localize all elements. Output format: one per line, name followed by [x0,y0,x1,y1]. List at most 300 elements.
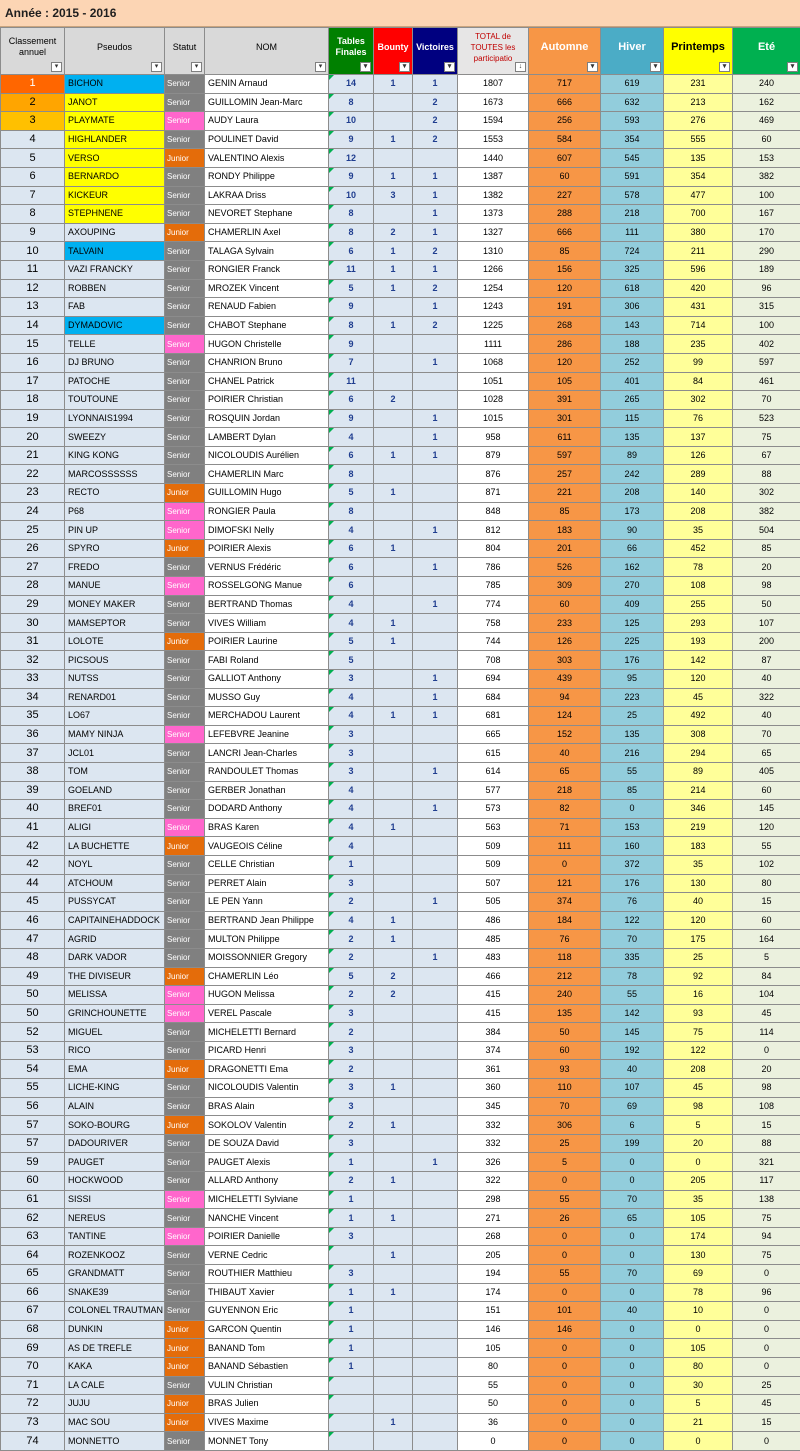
cell-pseudo[interactable]: RECTO [65,484,165,503]
cell-hiver[interactable]: 135 [601,725,664,744]
cell-automne[interactable]: 257 [529,465,601,484]
cell-automne[interactable]: 110 [529,1079,601,1098]
table-row[interactable] [1,1004,800,1023]
cell-bounty[interactable] [374,521,413,540]
cell-tables[interactable]: 4 [329,911,374,930]
table-row[interactable] [1,521,800,540]
cell-bounty[interactable]: 1 [374,707,413,726]
cell-tables[interactable]: 3 [329,1134,374,1153]
cell-rank[interactable]: 5 [1,149,65,168]
filter-dropdown-icon[interactable]: ▾ [399,62,410,72]
cell-victoires[interactable] [413,577,458,596]
cell-bounty[interactable] [374,409,413,428]
filter-dropdown-icon[interactable]: ▾ [191,62,202,72]
cell-automne[interactable]: 60 [529,1041,601,1060]
cell-rank[interactable]: 16 [1,353,65,372]
status-badge[interactable]: Senior [165,1190,205,1209]
cell-bounty[interactable] [374,1227,413,1246]
cell-total[interactable]: 1254 [458,279,529,298]
cell-rank[interactable]: 46 [1,911,65,930]
cell-hiver[interactable]: 0 [601,1413,664,1432]
cell-printemps[interactable]: 35 [664,1190,733,1209]
cell-victoires[interactable]: 1 [413,595,458,614]
cell-hiver[interactable]: 90 [601,521,664,540]
table-row[interactable] [1,558,800,577]
cell-hiver[interactable]: 40 [601,1302,664,1321]
cell-hiver[interactable]: 401 [601,372,664,391]
table-row[interactable] [1,1209,800,1228]
cell-bounty[interactable] [374,372,413,391]
cell-total[interactable]: 577 [458,781,529,800]
cell-pseudo[interactable]: LYONNAIS1994 [65,409,165,428]
cell-nom[interactable]: MUSSO Guy [205,688,329,707]
cell-hiver[interactable]: 0 [601,1320,664,1339]
cell-automne[interactable]: 439 [529,670,601,689]
table-row[interactable] [1,75,800,94]
status-badge[interactable]: Junior [165,1357,205,1376]
cell-victoires[interactable]: 1 [413,446,458,465]
cell-bounty[interactable]: 2 [374,967,413,986]
cell-printemps[interactable]: 78 [664,558,733,577]
table-row[interactable] [1,1134,800,1153]
cell-total[interactable]: 36 [458,1413,529,1432]
cell-victoires[interactable]: 1 [413,186,458,205]
cell-hiver[interactable]: 0 [601,1153,664,1172]
cell-printemps[interactable]: 98 [664,1097,733,1116]
cell-hiver[interactable]: 89 [601,446,664,465]
cell-nom[interactable]: GARCON Quentin [205,1320,329,1339]
cell-tables[interactable]: 2 [329,1060,374,1079]
cell-ete[interactable]: 75 [733,1246,800,1265]
cell-ete[interactable]: 15 [733,893,800,912]
cell-total[interactable]: 507 [458,874,529,893]
cell-rank[interactable]: 53 [1,1041,65,1060]
cell-rank[interactable]: 2 [1,93,65,112]
cell-nom[interactable]: BRAS Alain [205,1097,329,1116]
table-row[interactable] [1,260,800,279]
cell-rank[interactable]: 36 [1,725,65,744]
cell-nom[interactable]: POULINET David [205,130,329,149]
cell-hiver[interactable]: 78 [601,967,664,986]
cell-pseudo[interactable]: SNAKE39 [65,1283,165,1302]
table-row[interactable] [1,1395,800,1414]
table-row[interactable] [1,465,800,484]
cell-nom[interactable]: SOKOLOV Valentin [205,1116,329,1135]
cell-ete[interactable]: 0 [733,1432,800,1451]
cell-ete[interactable]: 138 [733,1190,800,1209]
cell-total[interactable]: 1387 [458,167,529,186]
cell-bounty[interactable]: 2 [374,223,413,242]
cell-bounty[interactable]: 1 [374,316,413,335]
cell-pseudo[interactable]: NUTSS [65,670,165,689]
cell-tables[interactable]: 1 [329,1283,374,1302]
cell-bounty[interactable]: 1 [374,446,413,465]
cell-rank[interactable]: 40 [1,800,65,819]
cell-ete[interactable]: 240 [733,75,800,94]
cell-total[interactable]: 332 [458,1116,529,1135]
cell-rank[interactable]: 55 [1,1079,65,1098]
cell-tables[interactable]: 1 [329,1153,374,1172]
table-row[interactable] [1,1302,800,1321]
cell-victoires[interactable]: 2 [413,316,458,335]
cell-nom[interactable]: LANCRI Jean-Charles [205,744,329,763]
cell-automne[interactable]: 146 [529,1320,601,1339]
cell-automne[interactable]: 666 [529,223,601,242]
cell-victoires[interactable] [413,744,458,763]
cell-victoires[interactable]: 1 [413,167,458,186]
cell-rank[interactable]: 30 [1,614,65,633]
cell-rank[interactable]: 38 [1,762,65,781]
cell-victoires[interactable] [413,1395,458,1414]
status-badge[interactable]: Senior [165,688,205,707]
status-badge[interactable]: Senior [165,298,205,317]
status-badge[interactable]: Senior [165,93,205,112]
cell-bounty[interactable]: 2 [374,986,413,1005]
cell-hiver[interactable]: 0 [601,1246,664,1265]
cell-rank[interactable]: 17 [1,372,65,391]
cell-automne[interactable]: 50 [529,1023,601,1042]
cell-nom[interactable]: PERRET Alain [205,874,329,893]
cell-ete[interactable]: 162 [733,93,800,112]
cell-printemps[interactable]: 452 [664,539,733,558]
cell-victoires[interactable]: 1 [413,223,458,242]
status-badge[interactable]: Senior [165,1376,205,1395]
cell-ete[interactable]: 60 [733,130,800,149]
cell-printemps[interactable]: 596 [664,260,733,279]
cell-hiver[interactable]: 55 [601,986,664,1005]
cell-pseudo[interactable]: MAMY NINJA [65,725,165,744]
cell-printemps[interactable]: 431 [664,298,733,317]
cell-printemps[interactable]: 175 [664,930,733,949]
cell-bounty[interactable]: 1 [374,1172,413,1191]
status-badge[interactable]: Senior [165,1079,205,1098]
status-badge[interactable]: Senior [165,595,205,614]
cell-rank[interactable]: 50 [1,986,65,1005]
cell-rank[interactable]: 74 [1,1432,65,1451]
cell-bounty[interactable]: 1 [374,1079,413,1098]
cell-tables[interactable]: 4 [329,707,374,726]
status-badge[interactable]: Senior [165,502,205,521]
cell-ete[interactable]: 65 [733,744,800,763]
table-row[interactable] [1,149,800,168]
cell-printemps[interactable]: 120 [664,911,733,930]
cell-rank[interactable]: 1 [1,75,65,94]
cell-hiver[interactable]: 125 [601,614,664,633]
cell-automne[interactable]: 607 [529,149,601,168]
cell-printemps[interactable]: 0 [664,1432,733,1451]
cell-tables[interactable]: 2 [329,1116,374,1135]
cell-pseudo[interactable]: VAZI FRANCKY [65,260,165,279]
cell-rank[interactable]: 12 [1,279,65,298]
cell-rank[interactable]: 28 [1,577,65,596]
cell-total[interactable]: 509 [458,837,529,856]
cell-total[interactable]: 563 [458,818,529,837]
table-row[interactable] [1,1413,800,1432]
table-row[interactable] [1,1357,800,1376]
table-row[interactable] [1,1190,800,1209]
cell-automne[interactable]: 227 [529,186,601,205]
cell-automne[interactable]: 183 [529,521,601,540]
cell-victoires[interactable] [413,1116,458,1135]
cell-pseudo[interactable]: DYMADOVIC [65,316,165,335]
cell-tables[interactable]: 5 [329,967,374,986]
cell-nom[interactable]: HUGON Christelle [205,335,329,354]
cell-tables[interactable]: 14 [329,75,374,94]
cell-ete[interactable]: 504 [733,521,800,540]
cell-ete[interactable]: 96 [733,279,800,298]
table-row[interactable] [1,614,800,633]
table-row[interactable] [1,1246,800,1265]
filter-dropdown-icon[interactable]: ▾ [151,62,162,72]
cell-rank[interactable]: 19 [1,409,65,428]
cell-automne[interactable]: 85 [529,502,601,521]
cell-victoires[interactable] [413,1283,458,1302]
cell-bounty[interactable] [374,948,413,967]
cell-bounty[interactable]: 1 [374,484,413,503]
cell-tables[interactable]: 11 [329,260,374,279]
cell-tables[interactable]: 2 [329,930,374,949]
cell-printemps[interactable]: 105 [664,1339,733,1358]
cell-total[interactable]: 958 [458,428,529,447]
cell-tables[interactable]: 1 [329,1209,374,1228]
cell-automne[interactable]: 76 [529,930,601,949]
cell-ete[interactable]: 50 [733,595,800,614]
status-badge[interactable]: Senior [165,911,205,930]
cell-hiver[interactable]: 188 [601,335,664,354]
cell-victoires[interactable] [413,967,458,986]
cell-total[interactable]: 322 [458,1172,529,1191]
cell-victoires[interactable] [413,1339,458,1358]
cell-printemps[interactable]: 122 [664,1041,733,1060]
table-row[interactable] [1,1153,800,1172]
cell-rank[interactable]: 6 [1,167,65,186]
cell-automne[interactable]: 135 [529,1004,601,1023]
cell-hiver[interactable]: 372 [601,855,664,874]
status-badge[interactable]: Senior [165,1172,205,1191]
cell-ete[interactable]: 20 [733,1060,800,1079]
cell-bounty[interactable] [374,800,413,819]
cell-tables[interactable]: 1 [329,1339,374,1358]
cell-hiver[interactable]: 0 [601,1339,664,1358]
cell-bounty[interactable] [374,1153,413,1172]
table-row[interactable] [1,707,800,726]
cell-pseudo[interactable]: JANOT [65,93,165,112]
cell-pseudo[interactable]: TALVAIN [65,242,165,261]
cell-automne[interactable]: 120 [529,279,601,298]
cell-tables[interactable]: 11 [329,372,374,391]
filter-dropdown-icon[interactable]: ▾ [315,62,326,72]
cell-nom[interactable]: VEREL Pascale [205,1004,329,1023]
cell-bounty[interactable] [374,465,413,484]
cell-printemps[interactable]: 120 [664,670,733,689]
table-row[interactable] [1,1339,800,1358]
status-badge[interactable]: Senior [165,744,205,763]
cell-tables[interactable] [329,1376,374,1395]
cell-total[interactable]: 615 [458,744,529,763]
cell-printemps[interactable]: 16 [664,986,733,1005]
cell-bounty[interactable] [374,781,413,800]
cell-automne[interactable]: 221 [529,484,601,503]
cell-rank[interactable]: 27 [1,558,65,577]
cell-pseudo[interactable]: MELISSA [65,986,165,1005]
filter-dropdown-icon[interactable]: ▾ [719,62,730,72]
cell-hiver[interactable]: 192 [601,1041,664,1060]
table-row[interactable] [1,1023,800,1042]
cell-ete[interactable]: 88 [733,465,800,484]
cell-victoires[interactable] [413,930,458,949]
cell-bounty[interactable] [374,1302,413,1321]
cell-victoires[interactable] [413,1209,458,1228]
cell-hiver[interactable]: 142 [601,1004,664,1023]
table-row[interactable] [1,781,800,800]
cell-total[interactable]: 345 [458,1097,529,1116]
cell-nom[interactable]: LE PEN Yann [205,893,329,912]
cell-automne[interactable]: 111 [529,837,601,856]
table-row[interactable] [1,446,800,465]
table-row[interactable] [1,855,800,874]
cell-victoires[interactable] [413,539,458,558]
cell-tables[interactable]: 1 [329,1190,374,1209]
cell-hiver[interactable]: 724 [601,242,664,261]
cell-hiver[interactable]: 70 [601,1190,664,1209]
cell-printemps[interactable]: 231 [664,75,733,94]
cell-tables[interactable]: 6 [329,539,374,558]
cell-tables[interactable]: 4 [329,428,374,447]
cell-rank[interactable]: 61 [1,1190,65,1209]
cell-total[interactable]: 483 [458,948,529,967]
status-badge[interactable]: Senior [165,242,205,261]
cell-total[interactable]: 573 [458,800,529,819]
cell-hiver[interactable]: 0 [601,1172,664,1191]
cell-total[interactable]: 744 [458,632,529,651]
cell-printemps[interactable]: 108 [664,577,733,596]
cell-nom[interactable]: DODARD Anthony [205,800,329,819]
cell-nom[interactable]: GUILLOMIN Jean-Marc [205,93,329,112]
cell-ete[interactable]: 60 [733,781,800,800]
cell-tables[interactable]: 3 [329,1265,374,1284]
cell-automne[interactable]: 286 [529,335,601,354]
cell-tables[interactable]: 4 [329,521,374,540]
cell-pseudo[interactable]: ALAIN [65,1097,165,1116]
cell-hiver[interactable]: 145 [601,1023,664,1042]
cell-total[interactable]: 1243 [458,298,529,317]
cell-victoires[interactable] [413,874,458,893]
filter-dropdown-icon[interactable]: ▾ [787,62,798,72]
status-badge[interactable]: Senior [165,1153,205,1172]
status-badge[interactable]: Senior [165,465,205,484]
cell-tables[interactable]: 5 [329,651,374,670]
cell-victoires[interactable] [413,781,458,800]
table-row[interactable] [1,112,800,131]
cell-bounty[interactable] [374,93,413,112]
cell-rank[interactable]: 50 [1,1004,65,1023]
cell-hiver[interactable]: 76 [601,893,664,912]
table-row[interactable] [1,539,800,558]
cell-nom[interactable]: MICHELETTI Sylviane [205,1190,329,1209]
cell-victoires[interactable]: 2 [413,112,458,131]
cell-nom[interactable]: POIRIER Alexis [205,539,329,558]
table-row[interactable] [1,688,800,707]
cell-automne[interactable]: 40 [529,744,601,763]
cell-bounty[interactable] [374,1023,413,1042]
filter-dropdown-icon[interactable]: ▾ [650,62,661,72]
cell-hiver[interactable]: 0 [601,1227,664,1246]
table-row[interactable] [1,986,800,1005]
cell-bounty[interactable]: 1 [374,242,413,261]
cell-pseudo[interactable]: MIGUEL [65,1023,165,1042]
cell-ete[interactable]: 98 [733,1079,800,1098]
cell-bounty[interactable] [374,1320,413,1339]
cell-pseudo[interactable]: SPYRO [65,539,165,558]
cell-total[interactable]: 785 [458,577,529,596]
cell-pseudo[interactable]: MAC SOU [65,1413,165,1432]
cell-printemps[interactable]: 477 [664,186,733,205]
cell-hiver[interactable]: 111 [601,223,664,242]
cell-bounty[interactable]: 1 [374,279,413,298]
cell-ete[interactable]: 100 [733,186,800,205]
cell-tables[interactable]: 6 [329,242,374,261]
cell-hiver[interactable]: 632 [601,93,664,112]
cell-bounty[interactable] [374,1376,413,1395]
cell-rank[interactable]: 18 [1,391,65,410]
cell-tables[interactable]: 9 [329,298,374,317]
table-row[interactable] [1,391,800,410]
cell-victoires[interactable] [413,1097,458,1116]
cell-tables[interactable] [329,1246,374,1265]
cell-total[interactable]: 205 [458,1246,529,1265]
cell-total[interactable]: 812 [458,521,529,540]
cell-automne[interactable]: 391 [529,391,601,410]
cell-tables[interactable]: 12 [329,149,374,168]
cell-printemps[interactable]: 420 [664,279,733,298]
cell-ete[interactable]: 153 [733,149,800,168]
cell-victoires[interactable] [413,1134,458,1153]
table-row[interactable] [1,1265,800,1284]
cell-printemps[interactable]: 80 [664,1357,733,1376]
cell-nom[interactable]: BANAND Tom [205,1339,329,1358]
status-badge[interactable]: Senior [165,130,205,149]
cell-printemps[interactable]: 0 [664,1153,733,1172]
cell-automne[interactable]: 0 [529,1432,601,1451]
cell-ete[interactable]: 98 [733,577,800,596]
status-badge[interactable]: Senior [165,818,205,837]
cell-rank[interactable]: 42 [1,855,65,874]
cell-tables[interactable]: 4 [329,800,374,819]
cell-hiver[interactable]: 242 [601,465,664,484]
cell-total[interactable]: 694 [458,670,529,689]
table-row[interactable] [1,298,800,317]
cell-ete[interactable]: 70 [733,391,800,410]
cell-automne[interactable]: 94 [529,688,601,707]
cell-nom[interactable]: MICHELETTI Bernard [205,1023,329,1042]
cell-automne[interactable]: 71 [529,818,601,837]
status-badge[interactable]: Senior [165,353,205,372]
cell-victoires[interactable] [413,1376,458,1395]
cell-printemps[interactable]: 205 [664,1172,733,1191]
cell-pseudo[interactable]: TOM [65,762,165,781]
table-row[interactable] [1,502,800,521]
cell-nom[interactable]: TALAGA Sylvain [205,242,329,261]
cell-total[interactable]: 614 [458,762,529,781]
cell-pseudo[interactable]: SISSI [65,1190,165,1209]
cell-tables[interactable]: 5 [329,484,374,503]
cell-rank[interactable]: 31 [1,632,65,651]
cell-automne[interactable]: 0 [529,1339,601,1358]
cell-automne[interactable]: 597 [529,446,601,465]
cell-hiver[interactable]: 265 [601,391,664,410]
cell-automne[interactable]: 268 [529,316,601,335]
cell-nom[interactable]: PAUGET Alexis [205,1153,329,1172]
